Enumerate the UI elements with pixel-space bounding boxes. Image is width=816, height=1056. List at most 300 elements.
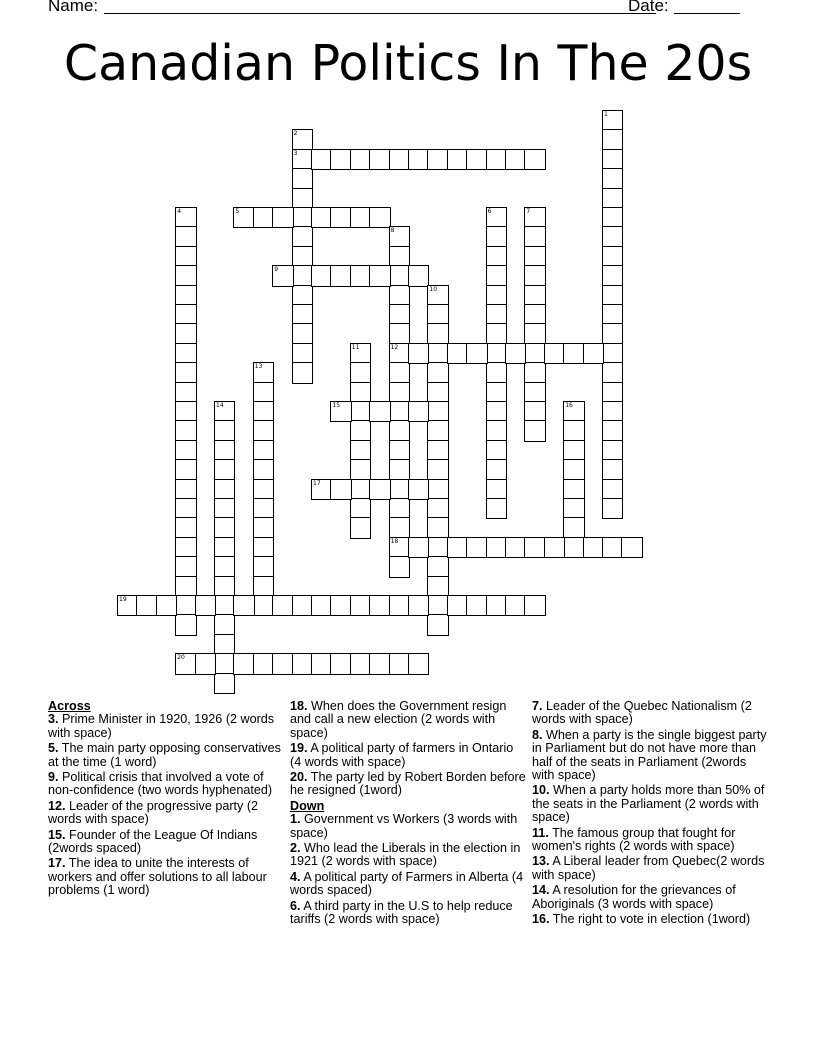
- grid-cell[interactable]: [292, 304, 313, 325]
- grid-cell[interactable]: [253, 207, 274, 228]
- grid-cell[interactable]: [563, 479, 584, 500]
- clue-number-label: 14.: [532, 883, 550, 898]
- grid-cell[interactable]: [175, 304, 196, 325]
- clue-item: [290, 842, 526, 869]
- grid-cell[interactable]: [175, 382, 196, 403]
- grid-cell[interactable]: [427, 382, 448, 403]
- grid-cell[interactable]: [389, 323, 410, 344]
- grid-cell[interactable]: [427, 517, 448, 538]
- grid-cell[interactable]: [389, 226, 410, 247]
- grid-cell[interactable]: [486, 226, 507, 247]
- clue-number-label: 13.: [532, 854, 550, 869]
- clue-number-label: 16.: [532, 912, 550, 927]
- grid-cell[interactable]: [602, 129, 623, 150]
- clues-column-2: [290, 700, 526, 929]
- grid-cell[interactable]: [563, 401, 584, 422]
- grid-cell[interactable]: [602, 110, 623, 131]
- grid-cell[interactable]: [350, 343, 371, 364]
- clue-number: 12: [390, 343, 399, 351]
- grid-cell[interactable]: [330, 479, 351, 500]
- clue-number: 7: [526, 208, 531, 215]
- grid-cell[interactable]: [233, 595, 254, 616]
- grid-cell[interactable]: [524, 265, 545, 286]
- grid-cell[interactable]: [175, 595, 196, 616]
- grid-cell[interactable]: [427, 304, 448, 325]
- grid-cell[interactable]: [311, 479, 332, 500]
- grid-cell[interactable]: [292, 168, 313, 189]
- grid-cell[interactable]: [524, 149, 545, 170]
- grid-cell[interactable]: [389, 420, 410, 441]
- grid-cell[interactable]: [292, 129, 313, 150]
- grid-cell[interactable]: [175, 226, 196, 247]
- grid-cell[interactable]: [253, 498, 274, 519]
- grid-cell[interactable]: [563, 343, 584, 364]
- grid-cell[interactable]: [486, 207, 507, 228]
- grid-cell[interactable]: [369, 595, 390, 616]
- clue-number: 20: [177, 654, 185, 662]
- grid-cell[interactable]: [136, 595, 157, 616]
- grid-cell[interactable]: [350, 479, 371, 500]
- grid-cell[interactable]: [602, 343, 623, 364]
- grid-cell[interactable]: [486, 149, 507, 170]
- grid-cell[interactable]: [602, 265, 623, 286]
- grid-cell[interactable]: [214, 517, 235, 538]
- grid-cell[interactable]: [408, 479, 429, 500]
- grid-cell[interactable]: [524, 207, 545, 228]
- grid-cell[interactable]: [214, 614, 235, 635]
- grid-cell[interactable]: [447, 149, 468, 170]
- grid-cell[interactable]: [175, 420, 196, 441]
- grid-cell[interactable]: [389, 304, 410, 325]
- grid-cell[interactable]: [602, 323, 623, 344]
- grid-cell[interactable]: [408, 537, 429, 558]
- grid-cell[interactable]: [408, 149, 429, 170]
- grid-cell[interactable]: [175, 459, 196, 480]
- grid-cell[interactable]: [408, 595, 429, 616]
- grid-cell[interactable]: [292, 362, 313, 383]
- grid-cell[interactable]: [447, 537, 468, 558]
- grid-cell[interactable]: [350, 207, 371, 228]
- grid-cell[interactable]: [486, 265, 507, 286]
- grid-cell[interactable]: [389, 517, 410, 538]
- grid-cell[interactable]: [330, 653, 351, 674]
- clue-number: 18: [390, 537, 399, 545]
- grid-cell[interactable]: [214, 498, 235, 519]
- clue-number: 19: [119, 596, 127, 603]
- grid-cell[interactable]: [486, 401, 507, 422]
- clue-number: 3: [293, 149, 298, 157]
- grid-cell[interactable]: [350, 653, 371, 674]
- grid-cell[interactable]: [389, 246, 410, 267]
- clue-number-label: 7.: [532, 699, 543, 713]
- grid-cell[interactable]: [486, 362, 507, 383]
- clue-text: The party led by Robert Borden before he resigned (1word): [290, 770, 526, 798]
- grid-cell[interactable]: [389, 285, 410, 306]
- grid-cell[interactable]: [505, 149, 526, 170]
- grid-cell[interactable]: [505, 343, 526, 364]
- clue-number: 6: [487, 208, 492, 215]
- name-label: Name:: [48, 0, 99, 15]
- grid-cell[interactable]: [175, 653, 196, 674]
- grid-cell[interactable]: [175, 362, 196, 383]
- grid-cell[interactable]: [486, 537, 507, 558]
- grid-cell[interactable]: [486, 285, 507, 306]
- grid-cell[interactable]: [350, 362, 371, 383]
- grid-cell[interactable]: [330, 265, 351, 286]
- grid-cell[interactable]: [563, 517, 584, 538]
- grid-cell[interactable]: [524, 343, 545, 364]
- clue-item: [532, 729, 768, 783]
- grid-cell[interactable]: [524, 420, 545, 441]
- clues-column-3: [532, 700, 768, 929]
- grid-cell[interactable]: [602, 207, 623, 228]
- grid-cell[interactable]: [214, 459, 235, 480]
- grid-cell[interactable]: [292, 285, 313, 306]
- grid-cell[interactable]: [214, 401, 235, 422]
- grid-cell[interactable]: [486, 343, 507, 364]
- clue-number-label: 17.: [48, 856, 66, 871]
- grid-cell[interactable]: [311, 595, 332, 616]
- grid-cell[interactable]: [602, 246, 623, 267]
- clue-number-label: 18.: [290, 699, 308, 713]
- clue-item: [290, 871, 526, 898]
- grid-cell[interactable]: [427, 614, 448, 635]
- grid-cell[interactable]: [330, 401, 351, 422]
- clue-text: The right to vote in election (1word): [549, 912, 751, 927]
- grid-cell[interactable]: [427, 323, 448, 344]
- grid-cell[interactable]: [292, 265, 313, 286]
- grid-cell[interactable]: [505, 537, 526, 558]
- grid-cell[interactable]: [524, 246, 545, 267]
- grid-cell[interactable]: [427, 576, 448, 597]
- grid-cell[interactable]: [272, 653, 293, 674]
- grid-cell[interactable]: [175, 285, 196, 306]
- grid-cell[interactable]: [253, 556, 274, 577]
- clue-number-label: 11.: [532, 825, 549, 840]
- clue-item: [48, 800, 284, 827]
- grid-cell[interactable]: [350, 498, 371, 519]
- grid-cell[interactable]: [621, 537, 642, 558]
- clue-number: 9: [274, 266, 279, 274]
- grid-cell[interactable]: [292, 207, 313, 228]
- clue-number-label: 8.: [532, 727, 543, 742]
- grid-cell[interactable]: [253, 479, 274, 500]
- grid-cell[interactable]: [602, 362, 623, 383]
- clue-text: A resolution for the grievances of Aboriginals (3 words with space): [532, 883, 736, 911]
- grid-cell[interactable]: [524, 285, 545, 306]
- grid-cell[interactable]: [292, 653, 313, 674]
- grid-cell[interactable]: [292, 343, 313, 364]
- grid-cell[interactable]: [389, 362, 410, 383]
- grid-cell[interactable]: [311, 653, 332, 674]
- grid-cell[interactable]: [156, 595, 177, 616]
- grid-cell[interactable]: [389, 149, 410, 170]
- grid-cell[interactable]: [389, 537, 410, 558]
- grid-cell[interactable]: [195, 595, 216, 616]
- grid-cell[interactable]: [447, 595, 468, 616]
- grid-cell[interactable]: [350, 265, 371, 286]
- grid-cell[interactable]: [389, 343, 410, 364]
- grid-cell[interactable]: [253, 595, 274, 616]
- grid-cell[interactable]: [602, 285, 623, 306]
- grid-cell[interactable]: [369, 149, 390, 170]
- grid-cell[interactable]: [253, 382, 274, 403]
- grid-cell[interactable]: [486, 304, 507, 325]
- grid-cell[interactable]: [253, 401, 274, 422]
- grid-cell[interactable]: [524, 537, 545, 558]
- grid-cell[interactable]: [214, 440, 235, 461]
- grid-cell[interactable]: [389, 440, 410, 461]
- grid-cell[interactable]: [486, 459, 507, 480]
- grid-cell[interactable]: [389, 479, 410, 500]
- grid-cell[interactable]: [292, 226, 313, 247]
- grid-cell[interactable]: [253, 537, 274, 558]
- grid-cell[interactable]: [563, 440, 584, 461]
- clue-number-label: 5.: [48, 741, 59, 756]
- grid-cell[interactable]: [330, 595, 351, 616]
- grid-cell[interactable]: [175, 207, 196, 228]
- grid-cell[interactable]: [602, 498, 623, 519]
- grid-cell[interactable]: [427, 459, 448, 480]
- grid-cell[interactable]: [369, 653, 390, 674]
- grid-cell[interactable]: [486, 498, 507, 519]
- grid-cell[interactable]: [292, 595, 313, 616]
- clue-number-label: 2.: [290, 841, 301, 856]
- grid-cell[interactable]: [524, 304, 545, 325]
- grid-cell[interactable]: [175, 517, 196, 538]
- grid-cell[interactable]: [272, 265, 293, 286]
- grid-cell[interactable]: [214, 673, 235, 694]
- grid-cell[interactable]: [602, 226, 623, 247]
- grid-cell[interactable]: [369, 207, 390, 228]
- grid-cell[interactable]: [272, 207, 293, 228]
- clue-number-label: 1.: [290, 812, 301, 827]
- grid-cell[interactable]: [253, 576, 274, 597]
- grid-cell[interactable]: [427, 343, 448, 364]
- clue-text: Who lead the Liberals in the election in 1921 (2 words with space): [290, 841, 521, 869]
- clue-item: [532, 700, 768, 727]
- grid-cell[interactable]: [427, 401, 448, 422]
- clue-text: Government vs Workers (3 words with space): [290, 812, 518, 840]
- grid-cell[interactable]: [117, 595, 138, 616]
- grid-cell[interactable]: [427, 440, 448, 461]
- grid-cell[interactable]: [602, 188, 623, 209]
- grid-cell[interactable]: [350, 149, 371, 170]
- grid-cell[interactable]: [602, 304, 623, 325]
- grid-cell[interactable]: [175, 440, 196, 461]
- down-heading: Down: [290, 798, 325, 813]
- grid-cell[interactable]: [447, 343, 468, 364]
- grid-cell[interactable]: [389, 265, 410, 286]
- grid-cell[interactable]: [389, 498, 410, 519]
- date-label: Date:: [628, 0, 669, 15]
- grid-cell[interactable]: [524, 595, 545, 616]
- grid-cell[interactable]: [389, 401, 410, 422]
- grid-cell[interactable]: [214, 653, 235, 674]
- grid-cell[interactable]: [524, 362, 545, 383]
- grid-cell[interactable]: [253, 420, 274, 441]
- grid-cell[interactable]: [389, 595, 410, 616]
- grid-cell[interactable]: [253, 653, 274, 674]
- grid-cell[interactable]: [330, 207, 351, 228]
- grid-cell[interactable]: [175, 479, 196, 500]
- grid-cell[interactable]: [175, 401, 196, 422]
- grid-cell[interactable]: [466, 149, 487, 170]
- grid-cell[interactable]: [583, 343, 604, 364]
- grid-cell[interactable]: [602, 537, 623, 558]
- grid-cell[interactable]: [292, 188, 313, 209]
- clue-number-label: 20.: [290, 770, 308, 785]
- clue-number: 14: [216, 402, 224, 409]
- across-heading: Across: [48, 699, 91, 713]
- grid-cell[interactable]: [427, 537, 448, 558]
- grid-cell[interactable]: [214, 537, 235, 558]
- grid-cell[interactable]: [214, 479, 235, 500]
- grid-cell[interactable]: [563, 537, 584, 558]
- grid-cell[interactable]: [505, 595, 526, 616]
- grid-cell[interactable]: [175, 343, 196, 364]
- clue-number: 15: [332, 402, 341, 409]
- grid-cell[interactable]: [486, 595, 507, 616]
- grid-cell[interactable]: [389, 382, 410, 403]
- page-title: Canadian Politics In The 20s: [63, 35, 753, 92]
- clue-number-label: 4.: [290, 869, 301, 884]
- grid-cell[interactable]: [175, 537, 196, 558]
- clue-number-label: 12.: [48, 798, 66, 813]
- clue-item: [48, 857, 284, 897]
- clues-column-1: [48, 700, 284, 900]
- grid-cell[interactable]: [369, 265, 390, 286]
- grid-cell[interactable]: [524, 401, 545, 422]
- grid-cell[interactable]: [175, 265, 196, 286]
- grid-cell[interactable]: [311, 207, 332, 228]
- grid-cell[interactable]: [330, 149, 351, 170]
- clue-item: [48, 713, 284, 740]
- grid-cell[interactable]: [175, 323, 196, 344]
- grid-cell[interactable]: [233, 653, 254, 674]
- clue-number: 13: [254, 363, 263, 371]
- grid-cell[interactable]: [292, 246, 313, 267]
- grid-cell[interactable]: [408, 401, 429, 422]
- clue-item: [532, 827, 768, 854]
- grid-cell[interactable]: [389, 459, 410, 480]
- grid-cell[interactable]: [369, 401, 390, 422]
- grid-cell[interactable]: [408, 265, 429, 286]
- grid-cell[interactable]: [486, 323, 507, 344]
- grid-cell[interactable]: [253, 517, 274, 538]
- grid-cell[interactable]: [389, 653, 410, 674]
- grid-cell[interactable]: [486, 479, 507, 500]
- grid-cell[interactable]: [311, 265, 332, 286]
- grid-cell[interactable]: [583, 537, 604, 558]
- grid-cell[interactable]: [175, 614, 196, 635]
- clue-number-label: 15.: [48, 827, 66, 842]
- grid-cell[interactable]: [602, 382, 623, 403]
- grid-cell[interactable]: [544, 537, 565, 558]
- grid-cell[interactable]: [563, 459, 584, 480]
- clue-item: [48, 742, 284, 769]
- clue-number-label: 3.: [48, 712, 59, 727]
- grid-cell[interactable]: [486, 382, 507, 403]
- grid-cell[interactable]: [350, 420, 371, 441]
- grid-cell[interactable]: [311, 149, 332, 170]
- grid-cell[interactable]: [427, 285, 448, 306]
- grid-cell[interactable]: [524, 226, 545, 247]
- grid-cell[interactable]: [466, 537, 487, 558]
- grid-cell[interactable]: [350, 517, 371, 538]
- grid-cell[interactable]: [427, 556, 448, 577]
- grid-cell[interactable]: [214, 595, 235, 616]
- grid-cell[interactable]: [408, 653, 429, 674]
- grid-cell[interactable]: [369, 479, 390, 500]
- grid-cell[interactable]: [253, 459, 274, 480]
- grid-cell[interactable]: [350, 595, 371, 616]
- grid-cell[interactable]: [214, 420, 235, 441]
- grid-cell[interactable]: [602, 401, 623, 422]
- clue-item: [290, 900, 526, 927]
- grid-cell[interactable]: [486, 246, 507, 267]
- grid-cell[interactable]: [350, 401, 371, 422]
- grid-cell[interactable]: [214, 556, 235, 577]
- grid-cell[interactable]: [427, 479, 448, 500]
- grid-cell[interactable]: [408, 343, 429, 364]
- grid-cell[interactable]: [427, 595, 448, 616]
- grid-cell[interactable]: [602, 168, 623, 189]
- grid-cell[interactable]: [253, 440, 274, 461]
- grid-cell[interactable]: [427, 420, 448, 441]
- grid-cell[interactable]: [524, 323, 545, 344]
- grid-cell[interactable]: [175, 498, 196, 519]
- grid-cell[interactable]: [253, 362, 274, 383]
- clue-number: 10: [429, 285, 438, 293]
- grid-cell[interactable]: [214, 634, 235, 655]
- grid-cell[interactable]: [214, 576, 235, 597]
- grid-cell[interactable]: [350, 382, 371, 403]
- clue-item: [532, 855, 768, 882]
- grid-cell[interactable]: [350, 440, 371, 461]
- grid-cell[interactable]: [466, 595, 487, 616]
- grid-cell[interactable]: [524, 382, 545, 403]
- grid-cell[interactable]: [602, 440, 623, 461]
- grid-cell[interactable]: [427, 149, 448, 170]
- grid-cell[interactable]: [272, 595, 293, 616]
- grid-cell[interactable]: [544, 343, 565, 364]
- grid-cell[interactable]: [175, 246, 196, 267]
- grid-cell[interactable]: [427, 362, 448, 383]
- grid-cell[interactable]: [350, 459, 371, 480]
- grid-cell[interactable]: [602, 420, 623, 441]
- grid-cell[interactable]: [427, 498, 448, 519]
- grid-cell[interactable]: [175, 576, 196, 597]
- grid-cell[interactable]: [602, 479, 623, 500]
- grid-cell[interactable]: [292, 149, 313, 170]
- grid-cell[interactable]: [233, 207, 254, 228]
- grid-cell[interactable]: [195, 653, 216, 674]
- grid-cell[interactable]: [175, 556, 196, 577]
- grid-cell[interactable]: [602, 149, 623, 170]
- grid-cell[interactable]: [486, 440, 507, 461]
- grid-cell[interactable]: [486, 420, 507, 441]
- grid-cell[interactable]: [563, 498, 584, 519]
- grid-cell[interactable]: [292, 323, 313, 344]
- grid-cell[interactable]: [602, 459, 623, 480]
- grid-cell[interactable]: [466, 343, 487, 364]
- grid-cell[interactable]: [389, 556, 410, 577]
- clue-item: [532, 884, 768, 911]
- grid-cell[interactable]: [563, 420, 584, 441]
- clue-text: The main party opposing conservatives at the time (1 word): [48, 741, 281, 769]
- clue-number: 5: [235, 208, 240, 215]
